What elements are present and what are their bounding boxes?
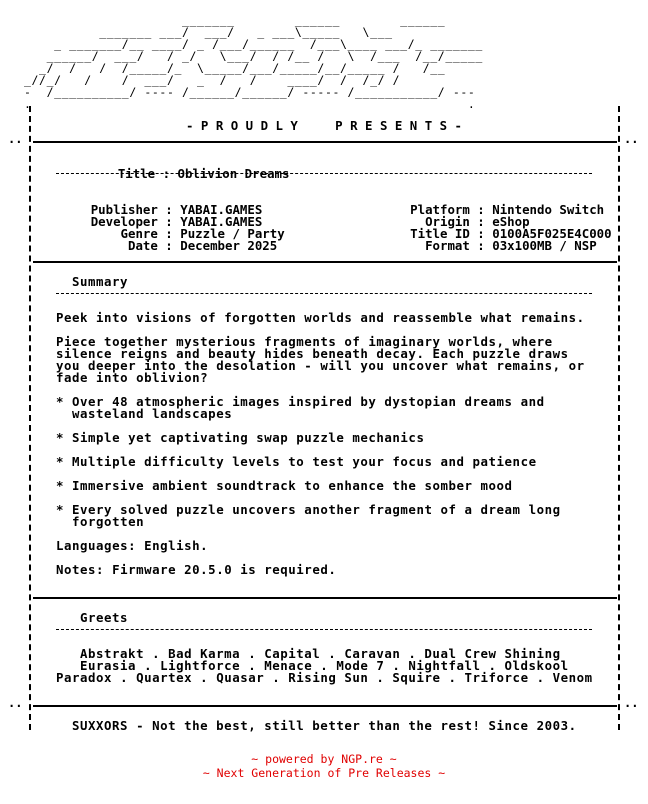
summary-paragraph-line: silence reigns and beauty hides beneath decay. Each puzzle draws: [56, 346, 569, 361]
info-label: Platform: [410, 202, 470, 217]
ngp-credit: ~ Next Generation of Pre Releases ~: [202, 766, 446, 780]
left-border: [29, 106, 33, 730]
info-row-format: Format : 03x100MB / NSP: [376, 228, 597, 264]
info-label: Genre: [120, 226, 158, 241]
notes-line: Notes: Firmware 20.5.0 is required.: [56, 562, 337, 577]
info-label: Date: [128, 238, 158, 253]
feature-bullet: * Over 48 atmospheric images inspired by dystopian dreams and: [56, 394, 545, 409]
info-row-platform: Platform : Nintendo Switch: [376, 192, 604, 228]
info-label: Publisher: [90, 202, 158, 217]
info-label: Developer: [90, 214, 158, 229]
info-row-publisher: Publisher : YABAI.GAMES: [56, 192, 262, 228]
section-separator: [33, 705, 617, 707]
greets-line: Abstrakt . Bad Karma . Capital . Caravan . Dual Crew Shining: [80, 646, 561, 661]
info-value: 0100A5F025E4C000: [492, 226, 612, 241]
info-row-origin: Origin : eShop: [376, 204, 530, 240]
summary-heading: Summary: [72, 274, 129, 289]
summary-underline: [56, 293, 592, 294]
greets-underline: [56, 629, 592, 630]
presents-line: - P R O U D L Y P R E S E N T S -: [185, 118, 462, 133]
powered-by-credit: ~ powered by NGP.re ~: [251, 752, 397, 766]
right-border: [618, 106, 622, 730]
summary-paragraph-line: you deeper into the desolation - will you uncover what remains, or: [56, 358, 585, 373]
summary-paragraph-line: fade into oblivion?: [56, 370, 209, 385]
greets-line: Paradox . Quartex . Quasar . Rising Sun . Squire . Triforce . Venom: [56, 670, 593, 685]
title-value: Oblivion Dreams: [177, 166, 290, 181]
greets-line: Eurasia . Lightforce . Menace . Mode 7 . Nightfall . Oldskool: [80, 658, 569, 673]
feature-bullet: * Every solved puzzle uncovers another fragment of a dream long: [56, 502, 561, 517]
group-logo-ascii-art: _______ ______ ______ _______ ___/ ___/ _ ___\_____ \___ _ _______/__ ____/ _ /___/______ /___\____ ___/_ _______ ______/ ___/ / _/ \___/ / /__ / \ /___ /__/_____ _/ / / /_____/_ \_____/___/_____/__/_____ / /__ _//_/ / / ___/ _ / / ____/ / /_/ / - /__________/ ---- /______/______/ ----- /___________/ --- . .: [24, 13, 483, 111]
title-colon: :: [155, 166, 178, 181]
section-separator: [33, 597, 617, 599]
feature-bullet-continuation: forgotten: [56, 514, 145, 529]
section-separator: [33, 141, 617, 143]
languages-line: Languages: English.: [56, 538, 209, 553]
section-separator: [33, 261, 617, 263]
info-value: Puzzle / Party: [180, 226, 285, 241]
info-row-title-id: Title ID : 0100A5F025E4C000: [376, 216, 612, 252]
feature-bullet-continuation: wasteland landscapes: [56, 406, 233, 421]
info-value: YABAI.GAMES: [180, 202, 263, 217]
title-row: [88, 156, 289, 192]
feature-bullet: * Simple yet captivating swap puzzle mechanics: [56, 430, 425, 445]
info-value: December 2025: [180, 238, 278, 253]
info-label: Format: [425, 238, 470, 253]
feature-bullet: * Immersive ambient soundtrack to enhance the somber mood: [56, 478, 513, 493]
title-underline: [56, 173, 592, 174]
info-row-date: Date : December 2025: [56, 228, 277, 264]
separator-dots-left: ..: [8, 696, 23, 710]
separator-dots-right: ..: [624, 696, 639, 710]
info-value: eShop: [492, 214, 530, 229]
info-value: Nintendo Switch: [492, 202, 605, 217]
separator-dots-left: ..: [8, 132, 23, 146]
info-value: 03x100MB / NSP: [492, 238, 597, 253]
group-tagline: SUXXORS - Not the best, still better than the rest! Since 2003.: [72, 718, 577, 733]
info-label: Title ID: [410, 226, 470, 241]
summary-paragraph-line: Piece together mysterious fragments of imaginary worlds, where: [56, 334, 553, 349]
info-label: Origin: [425, 214, 470, 229]
info-row-genre: Genre : Puzzle / Party: [56, 216, 285, 252]
feature-bullet: * Multiple difficulty levels to test your focus and patience: [56, 454, 537, 469]
greets-heading: Greets: [80, 610, 129, 625]
info-row-developer: Developer : YABAI.GAMES: [56, 204, 262, 240]
info-value: YABAI.GAMES: [180, 214, 263, 229]
title-label: Title: [117, 166, 156, 181]
separator-dots-right: ..: [624, 132, 639, 146]
summary-intro: Peek into visions of forgotten worlds and reassemble what remains.: [56, 310, 585, 325]
